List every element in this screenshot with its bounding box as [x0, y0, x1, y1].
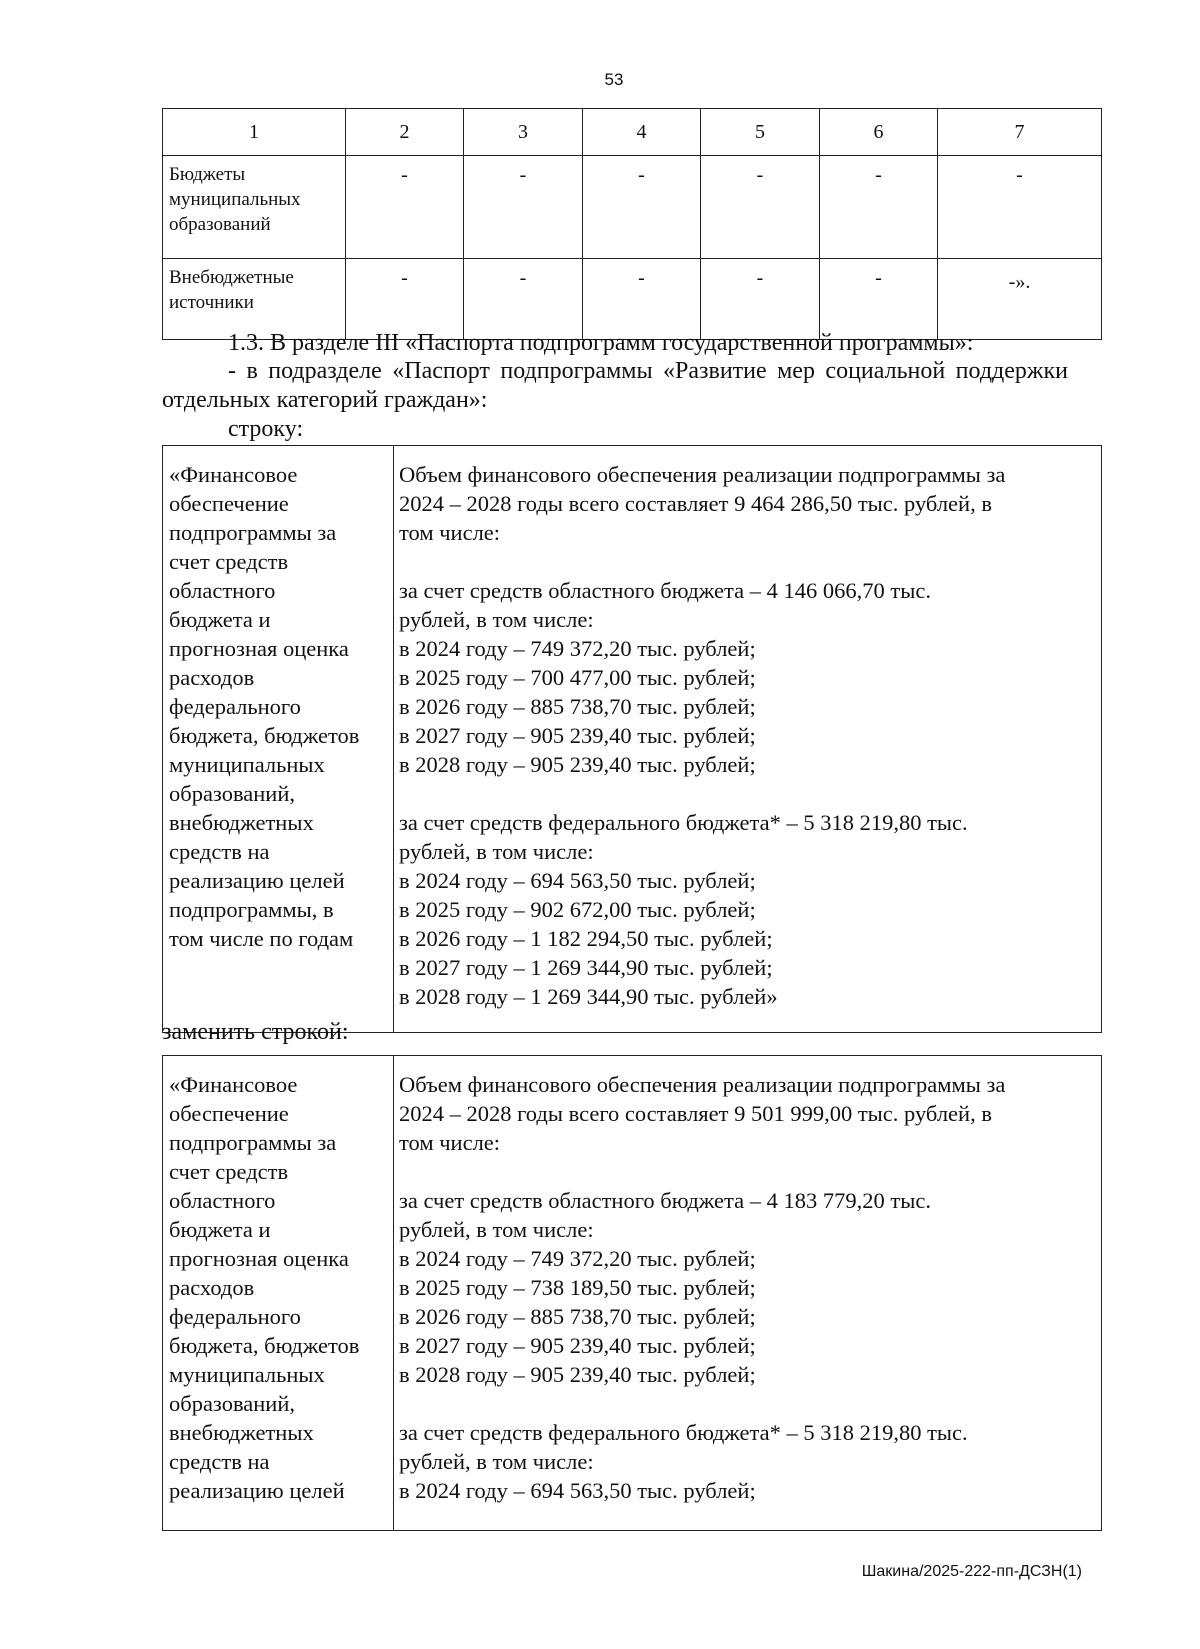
table-row	[163, 446, 1102, 1033]
text-line: в 2025 году – 738 189,50 тыс. рублей;	[399, 1275, 756, 1300]
text-line: федерального	[169, 1304, 301, 1329]
text-line: в 2025 году – 902 672,00 тыс. рублей;	[399, 897, 756, 922]
table-cell: -	[820, 156, 938, 259]
text-line: за счет средств областного бюджета – 4 146 066,70 тыс.	[399, 578, 931, 603]
blank-line	[399, 547, 1095, 576]
text-line: рублей, в том числе:	[399, 1217, 594, 1242]
table-cell: -	[583, 259, 701, 340]
text-line: муниципальных	[169, 1362, 325, 1387]
old-funding-row-table	[162, 445, 1102, 1033]
text-line: внебюджетных	[169, 810, 314, 835]
table-cell: -	[701, 156, 820, 259]
text-line: в 2028 году – 1 269 344,90 тыс. рублей»	[399, 984, 778, 1009]
text-line: 2024 – 2028 годы всего составляет 9 501 999,00 тыс. рублей, в	[399, 1101, 992, 1126]
replace-label: заменить строкой:	[162, 1019, 349, 1045]
table-row	[163, 156, 1102, 259]
table-cell: -	[701, 259, 820, 340]
text-line: Объем финансового обеспечения реализации подпрограммы за	[399, 462, 1006, 487]
text-line: внебюджетных	[169, 1420, 314, 1445]
column-header: 4	[583, 109, 701, 156]
text-line: в 2027 году – 905 239,40 тыс. рублей;	[399, 1333, 756, 1358]
row-label: Бюджеты муниципальных образований	[163, 156, 346, 259]
section-heading: 1.3. В разделе III «Паспорта подпрограмм государственной программы»:	[228, 330, 974, 356]
text-line: «Финансовое	[169, 1072, 298, 1097]
text-line: образований,	[169, 1391, 296, 1416]
document-footer: Шакина/2025-222-пп-ДСЗН(1)	[861, 1563, 1082, 1580]
table-cell: -	[938, 156, 1102, 259]
table-header-row	[163, 109, 1102, 156]
text-line: средств на	[169, 1449, 270, 1474]
text-line: обеспечение	[169, 1101, 289, 1126]
text-line: бюджета, бюджетов	[169, 723, 360, 748]
table-row	[163, 259, 1102, 340]
text-line: в 2026 году – 885 738,70 тыс. рублей;	[399, 694, 756, 719]
row-label: Внебюджетные источники	[163, 259, 346, 340]
row-caption	[163, 446, 394, 1033]
text-line: том числе по годам	[169, 926, 354, 951]
text-line: за счет средств областного бюджета – 4 183 779,20 тыс.	[399, 1188, 931, 1213]
column-header: 3	[464, 109, 583, 156]
table-cell: -	[464, 259, 583, 340]
text-line: бюджета, бюджетов	[169, 1333, 360, 1358]
table-cell: -	[464, 156, 583, 259]
new-funding-row-table	[162, 1055, 1102, 1531]
text-line: прогнозная оценка	[169, 636, 349, 661]
column-header: 6	[820, 109, 938, 156]
text-line: в 2024 году – 694 563,50 тыс. рублей;	[399, 1478, 756, 1503]
row-content	[394, 446, 1102, 1033]
text-line: областного	[169, 1188, 276, 1213]
text-line: в 2028 году – 905 239,40 тыс. рублей;	[399, 752, 756, 777]
text-line: федерального	[169, 694, 301, 719]
column-header: 1	[163, 109, 346, 156]
text-line: расходов	[169, 665, 255, 690]
text-line: подпрограммы за	[169, 1130, 337, 1155]
text-line: в 2028 году – 905 239,40 тыс. рублей;	[399, 1362, 756, 1387]
text-line: том числе:	[399, 520, 501, 545]
text-line: в 2024 году – 749 372,20 тыс. рублей;	[399, 636, 756, 661]
row-caption	[163, 1056, 394, 1531]
text-line: областного	[169, 578, 276, 603]
text-line: рублей, в том числе:	[399, 1449, 594, 1474]
budget-sources-table	[162, 108, 1102, 340]
table-row	[163, 1056, 1102, 1531]
column-header: 7	[938, 109, 1102, 156]
table-cell: -	[346, 259, 464, 340]
text-line: Объем финансового обеспечения реализации подпрограммы за	[399, 1072, 1006, 1097]
table-cell: -	[346, 156, 464, 259]
text-line: 2024 – 2028 годы всего составляет 9 464 286,50 тыс. рублей, в	[399, 491, 992, 516]
text-line: обеспечение	[169, 491, 289, 516]
text-line: «Финансовое	[169, 462, 298, 487]
text-line: том числе:	[399, 1130, 501, 1155]
text-line: за счет средств федерального бюджета* – 5 318 219,80 тыс.	[399, 810, 968, 835]
text-line: муниципальных	[169, 752, 325, 777]
text-line: реализацию целей	[169, 1478, 345, 1503]
subsection-paragraph: - в подразделе «Паспорт подпрограммы «Развитие мер социальной поддержки отдельных категорий граждан»:	[162, 358, 1068, 413]
page-number: 53	[604, 70, 624, 89]
text-line: в 2026 году – 1 182 294,50 тыс. рублей;	[399, 926, 773, 951]
text-line: расходов	[169, 1275, 255, 1300]
text-line: в 2027 году – 1 269 344,90 тыс. рублей;	[399, 955, 773, 980]
text-line: образований,	[169, 781, 296, 806]
text-line: бюджета и	[169, 1217, 271, 1242]
text-line: счет средств	[169, 549, 289, 574]
blank-line	[399, 1389, 1095, 1418]
text-line: прогнозная оценка	[169, 1246, 349, 1271]
text-line: в 2024 году – 749 372,20 тыс. рублей;	[399, 1246, 756, 1271]
text-line: за счет средств федерального бюджета* – 5 318 219,80 тыс.	[399, 1420, 968, 1445]
table-cell: -	[820, 259, 938, 340]
text-line: в 2025 году – 700 477,00 тыс. рублей;	[399, 665, 756, 690]
text-line: бюджета и	[169, 607, 271, 632]
text-line: в 2024 году – 694 563,50 тыс. рублей;	[399, 868, 756, 893]
column-header: 2	[346, 109, 464, 156]
text-line: подпрограммы, в	[169, 897, 334, 922]
text-line: в 2027 году – 905 239,40 тыс. рублей;	[399, 723, 756, 748]
table-cell: -».	[938, 259, 1102, 340]
text-line: рублей, в том числе:	[399, 607, 594, 632]
blank-line	[399, 1157, 1095, 1186]
column-header: 5	[701, 109, 820, 156]
blank-line	[399, 779, 1095, 808]
text-line: средств на	[169, 839, 270, 864]
text-line: подпрограммы за	[169, 520, 337, 545]
row-content	[394, 1056, 1102, 1531]
text-line: в 2026 году – 885 738,70 тыс. рублей;	[399, 1304, 756, 1329]
line-label: строку:	[228, 416, 304, 442]
text-line: реализацию целей	[169, 868, 345, 893]
text-line: рублей, в том числе:	[399, 839, 594, 864]
text-line: счет средств	[169, 1159, 289, 1184]
table-cell: -	[583, 156, 701, 259]
